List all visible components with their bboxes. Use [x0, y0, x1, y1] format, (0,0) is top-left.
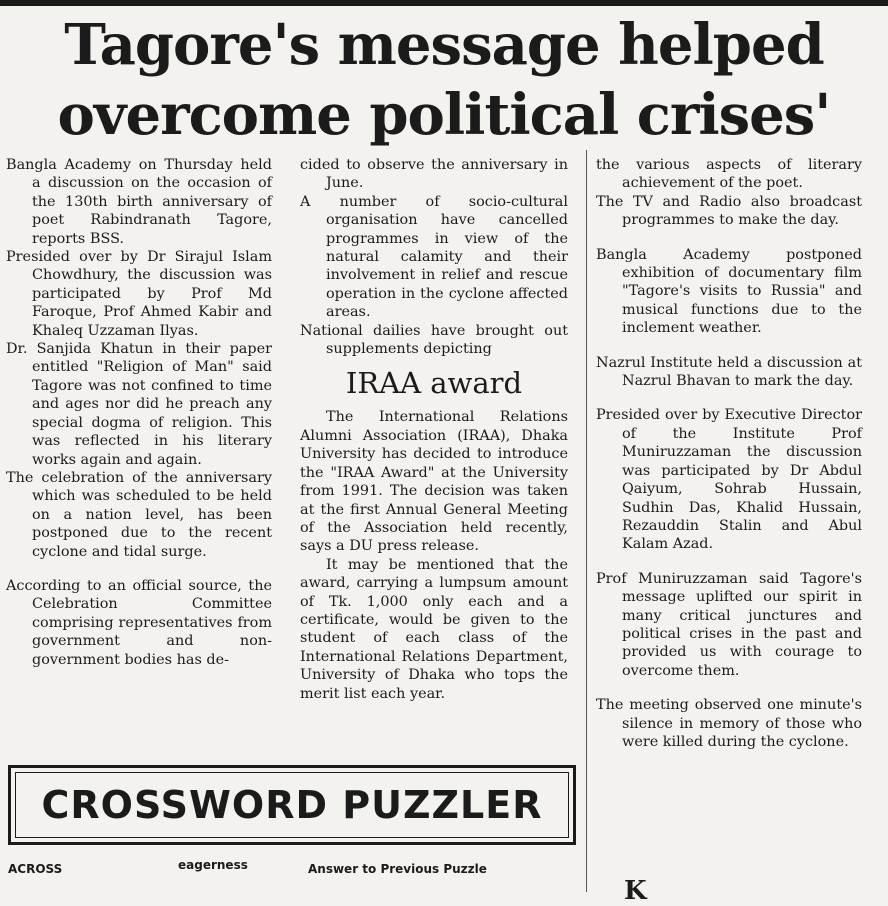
paragraph: Bangla Academy postponed exhibition of documentary film "Tagore's visits to Russia" and musical functions due to the inclement weather. [596, 246, 862, 337]
paragraph: cided to observe the anniversary in June. [300, 157, 568, 192]
headline-line-2: overcome political crises' [57, 82, 831, 148]
clue-fragment: eagerness [178, 858, 248, 872]
paragraph: Presided over by Dr Sirajul Islam Chowdhury, the discussion was participated by Prof Md Faroque, Prof Ahmed Kabir and Khaleq Uzzaman Ilyas. [6, 249, 272, 339]
paragraph: A number of socio-cultural organisation have cancelled programmes in view of the natural calamity and their involvement in relief and rescue operation in the cyclone affected areas. [300, 193, 568, 321]
across-label: ACROSS [8, 862, 63, 876]
article-column-3 [596, 156, 862, 751]
paragraph: The celebration of the anniversary which was scheduled to be held on a nation level, has been postponed due to the recent cyclone and tidal surge. [6, 469, 272, 560]
paragraph: According to an official source, the Celebration Committee comprising representatives from government and non-government bodies has de- [6, 577, 272, 668]
crossword-banner-inner [15, 772, 569, 838]
paragraph: The International Relations Alumni Association (IRAA), Dhaka University has decided to introduce the "IRAA Award" at the University from 1991. The decision was taken at the first Annual General Meeting of the Association held recently, says a DU press release. [300, 409, 568, 555]
section-subheading: IRAA award [345, 366, 523, 401]
paragraph: Bangla Academy on Thursday held a discussion on the occasion of the 130th birth anniversary of poet Rabindranath Tagore, reports BSS. [6, 157, 272, 247]
crossword-title: CROSSWORD PUZZLER [41, 783, 543, 827]
paragraph: The meeting observed one minute's silence in memory of those who were killed during the cyclone. [596, 697, 862, 750]
column-divider [586, 150, 587, 892]
paragraph: Dr. Sanjida Khatun in their paper entitled "Religion of Man" said Tagore was not confined to time and ages nor did he preach any special dogma of religion. This was reflected in his literary works again and again. [6, 341, 272, 468]
article-column-2 [300, 156, 568, 703]
article-column-1 [6, 156, 272, 669]
paragraph: the various aspects of literary achievement of the poet. [596, 157, 862, 192]
paragraph: The TV and Radio also broadcast programmes to make the day. [596, 193, 862, 229]
paragraph: National dailies have brought out supplements depicting [300, 322, 568, 358]
article-headline [0, 10, 888, 150]
headline-line-1: Tagore's message helped [64, 12, 824, 78]
paragraph: Prof Muniruzzaman said Tagore's message uplifted our spirit in many critical junctures and political crises in the past and provided us with courage to overcome them. [596, 570, 862, 679]
paragraph: Presided over by Executive Director of the Institute Prof Muniruzzaman the discussion was participated by Dr Abdul Qaiyum, Sohrab Hussain, Sudhin Das, Khalid Hussain, Rezauddin Stalin and Abul Kalam Azad. [596, 407, 862, 553]
answer-label: Answer to Previous Puzzle [308, 862, 487, 876]
top-rule [0, 0, 888, 6]
crossword-banner [8, 765, 576, 845]
paragraph: It may be mentioned that the award, carrying a lumpsum amount of Tk. 1,000 only each and a certificate, would be given to the student of each class of the International Relations Department, University of Dhaka who tops the merit list each year. [300, 556, 568, 702]
cutoff-headline: K [624, 876, 647, 906]
paragraph: Nazrul Institute held a discussion at Nazrul Bhavan to mark the day. [596, 354, 862, 390]
